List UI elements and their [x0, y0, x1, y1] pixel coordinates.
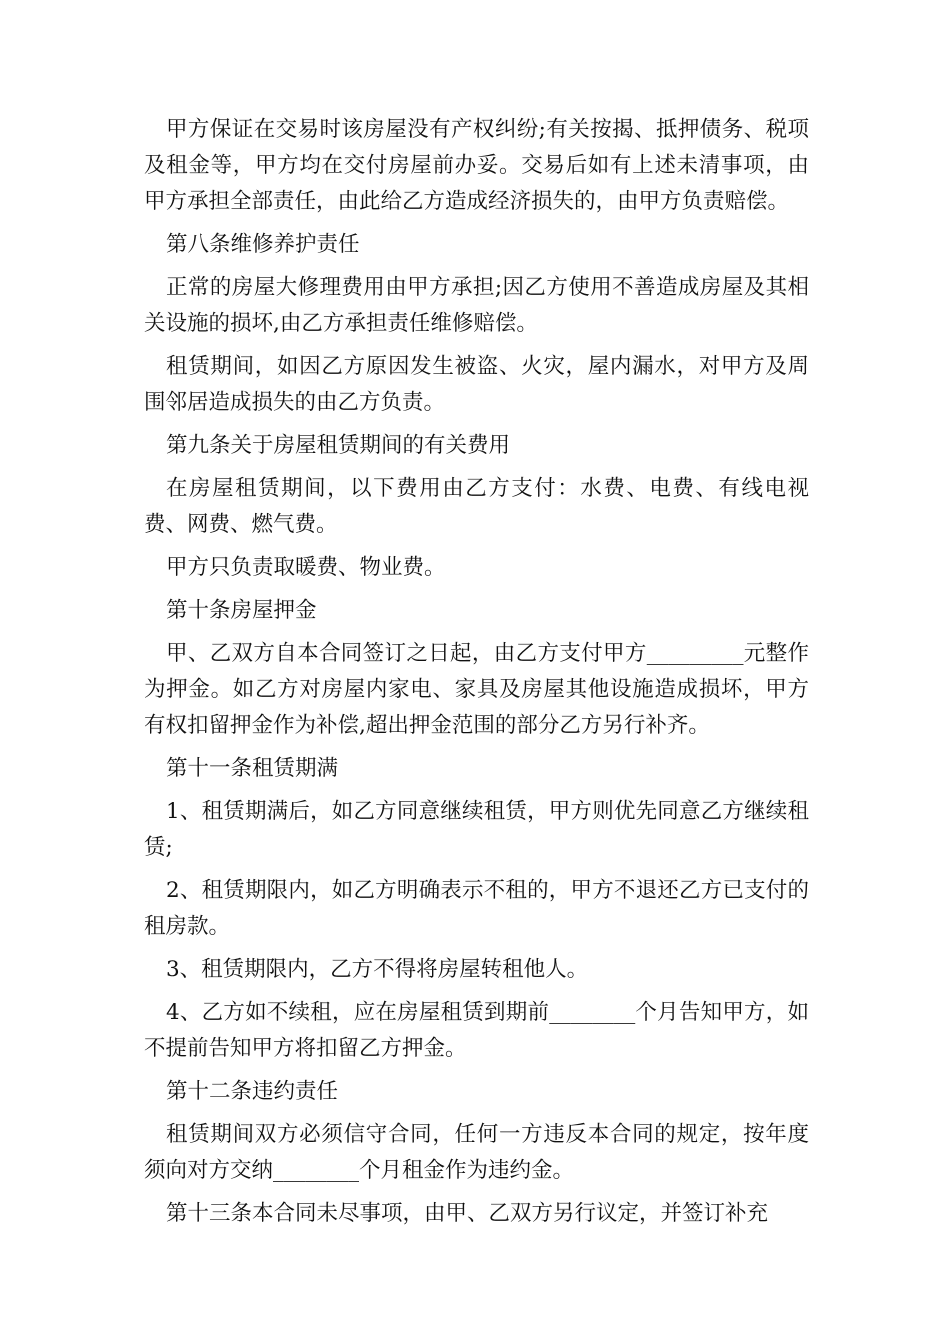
paragraph-article-13: 第十三条本合同未尽事项，由甲、乙双方另行议定，并签订补充 [166, 1201, 769, 1226]
document-body [144, 112, 809, 1239]
paragraph-guarantee: 甲方保证在交易时该房屋没有产权纠纷;有关按揭、抵押债务、税项及租金等，甲方均在交付房屋前办妥。交易后如有上述未清事项，由甲方承担全部责任，由此给乙方造成经济损失的，由甲方负责赔偿。 [144, 117, 809, 214]
paragraph-term-item-3: 3、租赁期限内，乙方不得将房屋转租他人。 [166, 957, 589, 982]
paragraph-term-item-2: 2、租赁期限内，如乙方明确表示不租的，甲方不退还乙方已支付的租房款。 [144, 878, 809, 939]
paragraph-term-item-1: 1、租赁期满后，如乙方同意继续租赁，甲方则优先同意乙方继续租赁; [144, 799, 809, 860]
paragraph-lease-damage: 租赁期间，如因乙方原因发生被盗、火灾，屋内漏水，对甲方及周围邻居造成损失的由乙方负责。 [144, 354, 809, 415]
paragraph-breach: 租赁期间双方必须信守合同，任何一方违反本合同的规定，按年度须向对方交纳________个月租金作为违约金。 [144, 1122, 809, 1183]
paragraph-repair-cost: 正常的房屋大修理费用由甲方承担;因乙方使用不善造成房屋及其相关设施的损坏,由乙方承担责任维修赔偿。 [144, 275, 809, 336]
heading-article-10: 第十条房屋押金 [166, 598, 317, 623]
paragraph-deposit: 甲、乙双方自本合同签订之日起，由乙方支付甲方_________元整作为押金。如乙方对房屋内家电、家具及房屋其他设施造成损坏，甲方有权扣留押金作为补偿,超出押金范围的部分乙方另行补齐。 [144, 641, 809, 738]
paragraph-term-item-4: 4、乙方如不续租，应在房屋租赁到期前________个月告知甲方，如不提前告知甲方将扣留乙方押金。 [144, 1000, 809, 1061]
heading-article-11: 第十一条租赁期满 [166, 756, 339, 781]
paragraph-tenant-fees: 在房屋租赁期间，以下费用由乙方支付：水费、电费、有线电视费、网费、燃气费。 [144, 476, 809, 537]
heading-article-8: 第八条维修养护责任 [166, 232, 360, 257]
heading-article-9: 第九条关于房屋租赁期间的有关费用 [166, 433, 511, 458]
heading-article-12: 第十二条违约责任 [166, 1079, 339, 1104]
paragraph-landlord-fees: 甲方只负责取暖费、物业费。 [166, 555, 446, 580]
